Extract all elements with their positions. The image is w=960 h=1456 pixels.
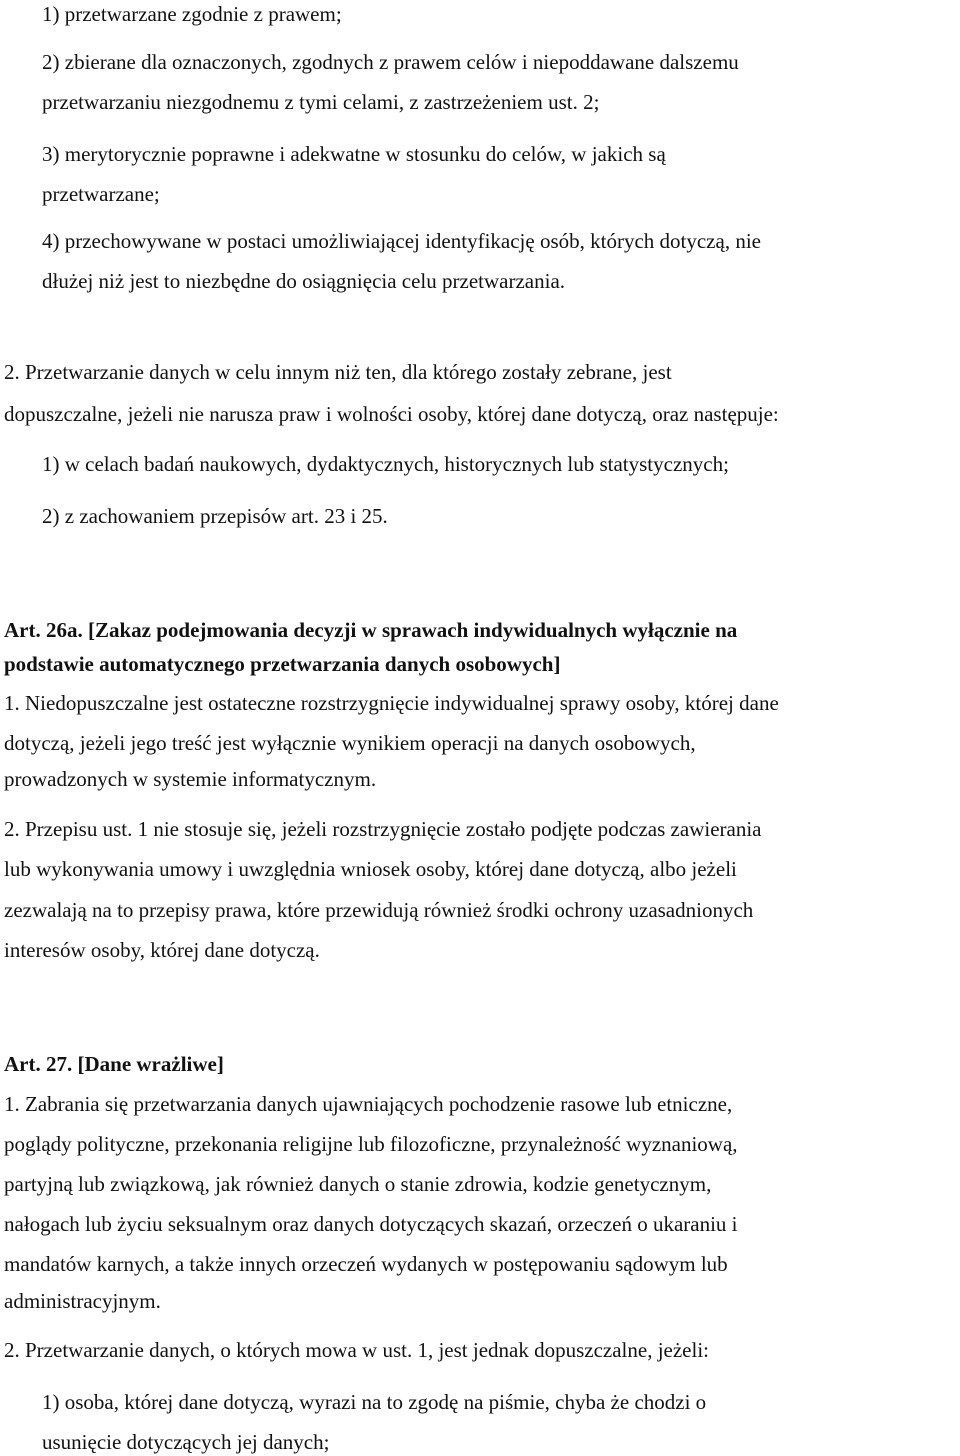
article-27-heading: Art. 27. [Dane wrażliwe] [4,1052,224,1076]
article-26a-p2-line-2: lub wykonywania umowy i uwzględnia wniosek osoby, której dane dotyczą, albo jeżeli [4,857,737,881]
paragraph-2-line-2: dopuszczalne, jeżeli nie narusza praw i wolności osoby, której dane dotyczą, oraz następuje: [4,402,779,426]
article-26a-p2-line-3: zezwalają na to przepisy prawa, które przewidują również środki ochrony uzasadnionych [4,898,754,922]
article-26a-heading-line-1: Art. 26a. [Zakaz podejmowania decyzji w sprawach indywidualnych wyłącznie na [4,618,738,642]
article-27-p1-line-2: poglądy polityczne, przekonania religijne lub filozoficzne, przynależność wyznaniową, [4,1132,738,1156]
article-26a-p1-line-2: dotyczą, jeżeli jego treść jest wyłącznie wynikiem operacji na danych osobowych, [4,731,696,755]
article-26a-heading-line-2: podstawie automatycznego przetwarzania danych osobowych] [4,652,561,676]
article-27-p1-line-4: nałogach lub życiu seksualnym oraz danych dotyczących skazań, orzeczeń o ukaraniu i [4,1212,738,1236]
article-26a-p1-line-1: 1. Niedopuszczalne jest ostateczne rozstrzygnięcie indywidualnej sprawy osoby, której dane [4,691,779,715]
paragraph-2-line-1: 2. Przetwarzanie danych w celu innym niż ten, dla którego zostały zebrane, jest [4,360,672,384]
article-27-p2-item-1-line-2: usunięcie dotyczących jej danych; [42,1430,330,1454]
list-item-4-line-2: dłużej niż jest to niezbędne do osiągnięcia celu przetwarzania. [42,269,566,293]
article-26a-p1-line-3: prowadzonych w systemie informatycznym. [4,767,377,791]
paragraph-2-item-2: 2) z zachowaniem przepisów art. 23 i 25. [42,504,388,528]
list-item-2-line-1: 2) zbierane dla oznaczonych, zgodnych z prawem celów i niepoddawane dalszemu [42,50,739,74]
list-item-1: 1) przetwarzane zgodnie z prawem; [42,2,342,26]
article-27-p1-line-5: mandatów karnych, a także innych orzeczeń wydanych w postępowaniu sądowym lub [4,1252,728,1276]
list-item-3-line-1: 3) merytorycznie poprawne i adekwatne w stosunku do celów, w jakich są [42,142,666,166]
article-26a-p2-line-1: 2. Przepisu ust. 1 nie stosuje się, jeżeli rozstrzygnięcie zostało podjęte podczas zawierania [4,817,762,841]
article-27-p2-item-1-line-1: 1) osoba, której dane dotyczą, wyrazi na to zgodę na piśmie, chyba że chodzi o [42,1390,707,1414]
list-item-4-line-1: 4) przechowywane w postaci umożliwiającej identyfikację osób, których dotyczą, nie [42,229,761,253]
article-27-p2-line-1: 2. Przetwarzanie danych, o których mowa w ust. 1, jest jednak dopuszczalne, jeżeli: [4,1338,710,1362]
list-item-3-line-2: przetwarzane; [42,182,160,206]
article-27-p1-line-1: 1. Zabrania się przetwarzania danych ujawniających pochodzenie rasowe lub etniczne, [4,1092,733,1116]
article-27-p1-line-6: administracyjnym. [4,1289,161,1313]
list-item-2-line-2: przetwarzaniu niezgodnemu z tymi celami, z zastrzeżeniem ust. 2; [42,90,600,114]
article-26a-p2-line-4: interesów osoby, której dane dotyczą. [4,938,320,962]
paragraph-2-item-1: 1) w celach badań naukowych, dydaktycznych, historycznych lub statystycznych; [42,452,729,476]
article-27-p1-line-3: partyjną lub związkową, jak również danych o stanie zdrowia, kodzie genetycznym, [4,1172,712,1196]
